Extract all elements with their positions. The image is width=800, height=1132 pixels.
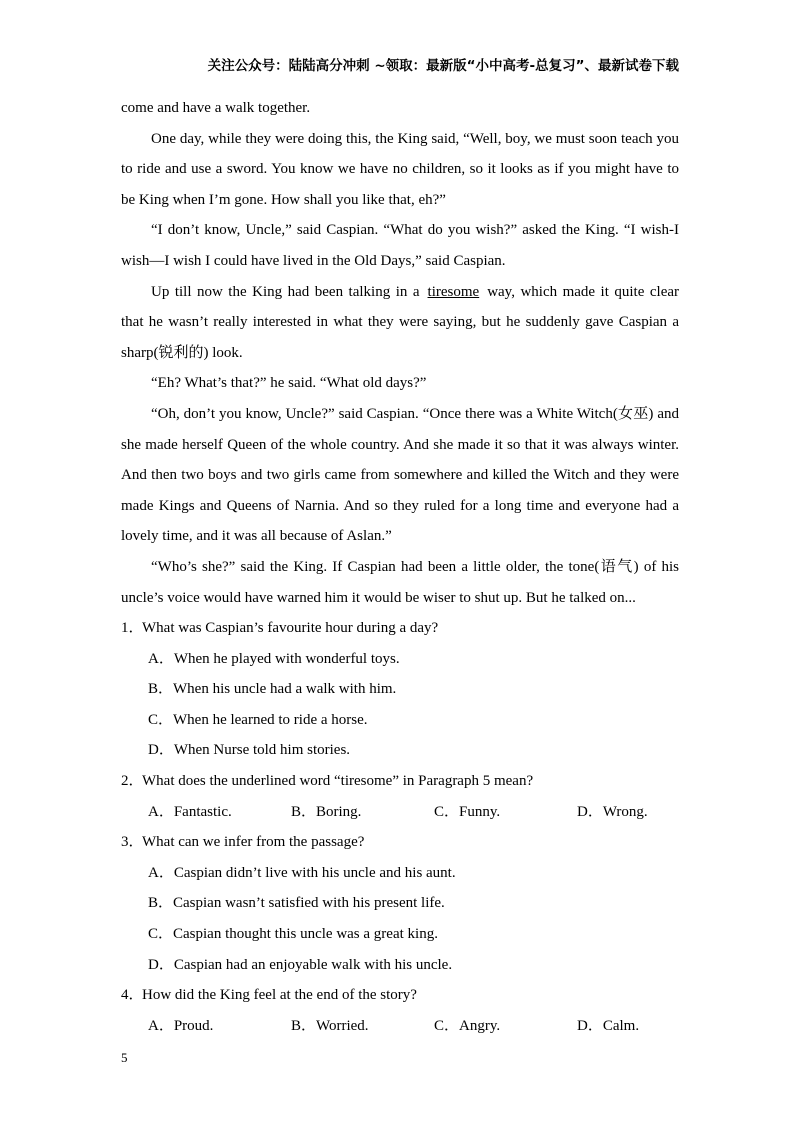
question-block — [121, 980, 679, 1041]
answer-option: A．Caspian didn’t live with his uncle and his aunt. — [148, 864, 456, 881]
question-block — [121, 766, 679, 827]
passage-paragraph: “Oh, don’t you know, Uncle?” said Caspian. “Once there was a White Witch(女巫) and she made herself Queen of the whole country. And she made it so that it was always winter. And then two boys and two girls came from somewhere and killed the Witch and they were made Kings and Queens of Narnia. And so they ruled for a long time and everyone had a lovely time, and it was all because of Aslan.” — [121, 405, 679, 545]
answer-option: A．When he played with wonderful toys. — [148, 650, 400, 667]
question-number: 2． — [121, 773, 144, 790]
page-number: 5 — [121, 1050, 128, 1065]
answer-option: C．Angry. — [434, 1017, 501, 1034]
passage-paragraph: One day, while they were doing this, the King said, “Well, boy, we must soon teach you to ride and use a sword. You know we have no children, so it looks as if you might have to be King when I’m gone. How shall you like that, eh?” — [121, 130, 679, 208]
answer-option: A．Proud. — [148, 1017, 214, 1034]
passage-paragraph: “Who’s she?” said the King. If Caspian had been a little older, the tone(语气) of his uncle’s voice would have warned him it would be wiser to shut up. But he talked on... — [121, 558, 679, 606]
question-text: What can we infer from the passage? — [142, 834, 365, 851]
question-stem — [121, 766, 679, 797]
page-header: 关注公众号：陆陆高分冲刺 ~领取：最新版“小中高考-总复习”、最新试卷下载 — [207, 58, 679, 74]
answer-option: D．Wrong. — [577, 803, 648, 820]
answer-option: C．Caspian thought this uncle was a great king. — [148, 926, 438, 943]
question-stem — [121, 827, 679, 858]
answer-option: C．When he learned to ride a horse. — [148, 711, 368, 728]
question-number: 4． — [121, 987, 144, 1004]
answer-option: B．Worried. — [291, 1017, 369, 1034]
answer-option: C．Funny. — [434, 803, 501, 820]
question-block — [121, 827, 679, 980]
answer-option: D．Caspian had an enjoyable walk with his uncle. — [148, 956, 453, 973]
answer-options-row — [121, 1011, 679, 1042]
passage-paragraph: “I don’t know, Uncle,” said Caspian. “What do you wish?” asked the King. “I wish-I wish—I wish I could have lived in the Old Days,” said Caspian. — [121, 222, 679, 269]
answer-option: B．When his uncle had a walk with him. — [148, 681, 397, 698]
passage-paragraph: “Eh? What’s that?” he said. “What old days?” — [151, 375, 427, 392]
question-number: 3． — [121, 834, 144, 851]
question-stem — [121, 613, 679, 644]
answer-option: D．When Nurse told him stories. — [148, 742, 351, 759]
question-stem — [121, 980, 679, 1011]
reading-passage — [121, 93, 679, 613]
question-block — [121, 613, 679, 766]
question-text: What was Caspian’s favourite hour during a day? — [142, 620, 439, 637]
answer-option: A．Fantastic. — [148, 803, 232, 820]
answer-option: B．Boring. — [291, 803, 362, 820]
passage-paragraph — [121, 277, 679, 369]
question-text: What does the underlined word “tiresome” in Paragraph 5 mean? — [142, 773, 534, 790]
passage-text: Up till now the King had been talking in a — [151, 283, 420, 300]
question-text: How did the King feel at the end of the story? — [142, 987, 417, 1004]
underlined-word: tiresome — [427, 283, 480, 300]
answer-option: B．Caspian wasn’t satisfied with his present life. — [148, 895, 445, 912]
answer-options-row — [121, 797, 679, 828]
question-number: 1． — [121, 620, 144, 637]
passage-paragraph: come and have a walk together. — [121, 100, 311, 116]
document-body — [121, 93, 679, 1041]
passage-text: way, which made it quite clear that he wasn’t really interested in what they were saying, but he suddenly gave Caspian a sharp(锐利的) look. — [121, 283, 680, 361]
answer-option: D．Calm. — [577, 1017, 640, 1034]
